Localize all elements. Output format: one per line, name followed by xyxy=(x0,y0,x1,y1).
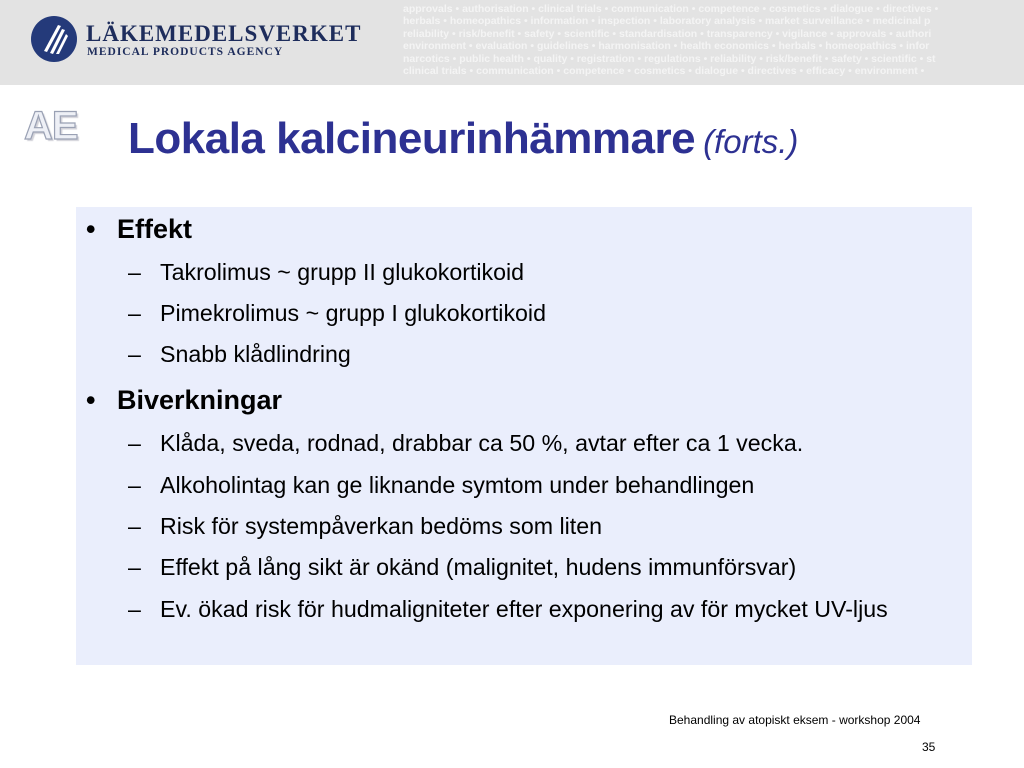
dash-glyph: – xyxy=(128,259,141,285)
logo-subtitle: MEDICAL PRODUCTS AGENCY xyxy=(87,46,284,58)
dash-glyph: – xyxy=(128,472,141,498)
list-item-label: Effekt på lång sikt är okänd (malignitet, hudens immunförsvar) xyxy=(160,554,797,580)
dash-glyph: – xyxy=(128,341,141,367)
keyword-line: reliability • risk/benefit • safety • scientific • standardisation • transparency • vigilance • approvals • authori xyxy=(403,27,932,40)
list-item-label: Alkoholintag kan ge liknande symtom under behandlingen xyxy=(160,472,755,498)
list-item xyxy=(128,551,797,584)
page-number: 35 xyxy=(922,740,936,754)
footer-text: Behandling av atopiskt eksem - workshop 2004 xyxy=(669,713,921,727)
list-item xyxy=(128,510,603,543)
title-sub: (forts.) xyxy=(703,123,799,160)
list-item xyxy=(128,593,960,626)
ae-mark: AE xyxy=(24,104,78,148)
list-item xyxy=(128,297,546,330)
bullet-glyph: • xyxy=(86,214,96,244)
list-item-label: Risk för systempåverkan bedöms som liten xyxy=(160,513,603,539)
list-item-label: Klåda, sveda, rodnad, drabbar ca 50 %, avtar efter ca 1 vecka. xyxy=(160,430,804,456)
list-item xyxy=(128,338,351,371)
keyword-line: herbals • homeopathics • information • inspection • laboratory analysis • market surveillance • medicinal p xyxy=(403,15,931,28)
dash-glyph: – xyxy=(128,596,141,622)
dash-glyph: – xyxy=(128,513,141,539)
dash-glyph: – xyxy=(128,300,141,326)
logo-name: LÄKEMEDELSVERKET xyxy=(86,21,362,46)
bullet-glyph: • xyxy=(86,385,96,415)
list-item xyxy=(128,469,755,502)
title-main: Lokala kalcineurinhämmare xyxy=(128,114,696,163)
list-item-label: Snabb klådlindring xyxy=(160,341,351,367)
keyword-watermark xyxy=(403,3,1024,83)
header-band xyxy=(0,0,1024,85)
keyword-line: approvals • authorisation • clinical trials • communication • competence • cosmetics • dialogue • directives • xyxy=(403,3,939,15)
list-item-label: Pimekrolimus ~ grupp I glukokortikoid xyxy=(160,300,546,326)
bullet-heading-label: Effekt xyxy=(117,214,193,244)
list-item-label: Ev. ökad risk för hudmaligniteter efter exponering av för mycket UV-ljus xyxy=(160,596,888,622)
bullet-heading xyxy=(86,214,193,245)
list-item-label: Takrolimus ~ grupp II glukokortikoid xyxy=(160,259,525,285)
bullet-heading xyxy=(86,385,283,416)
dash-glyph: – xyxy=(128,430,141,456)
content-panel xyxy=(76,207,972,665)
agency-logo-icon xyxy=(30,15,78,63)
keyword-line: environment • evaluation • guidelines • harmonisation • health economics • herbals • homeopathics • infor xyxy=(403,40,930,53)
slide-title xyxy=(128,114,798,164)
dash-glyph: – xyxy=(128,554,141,580)
list-item xyxy=(128,427,804,460)
keyword-line: clinical trials • communication • competence • cosmetics • dialogue • directives • efficacy • environment • xyxy=(403,65,925,78)
keyword-line: narcotics • public health • quality • registration • regulations • reliability • risk/benefit • safety • scientific • st xyxy=(403,52,936,65)
bullet-heading-label: Biverkningar xyxy=(117,385,283,415)
list-item xyxy=(128,256,525,289)
